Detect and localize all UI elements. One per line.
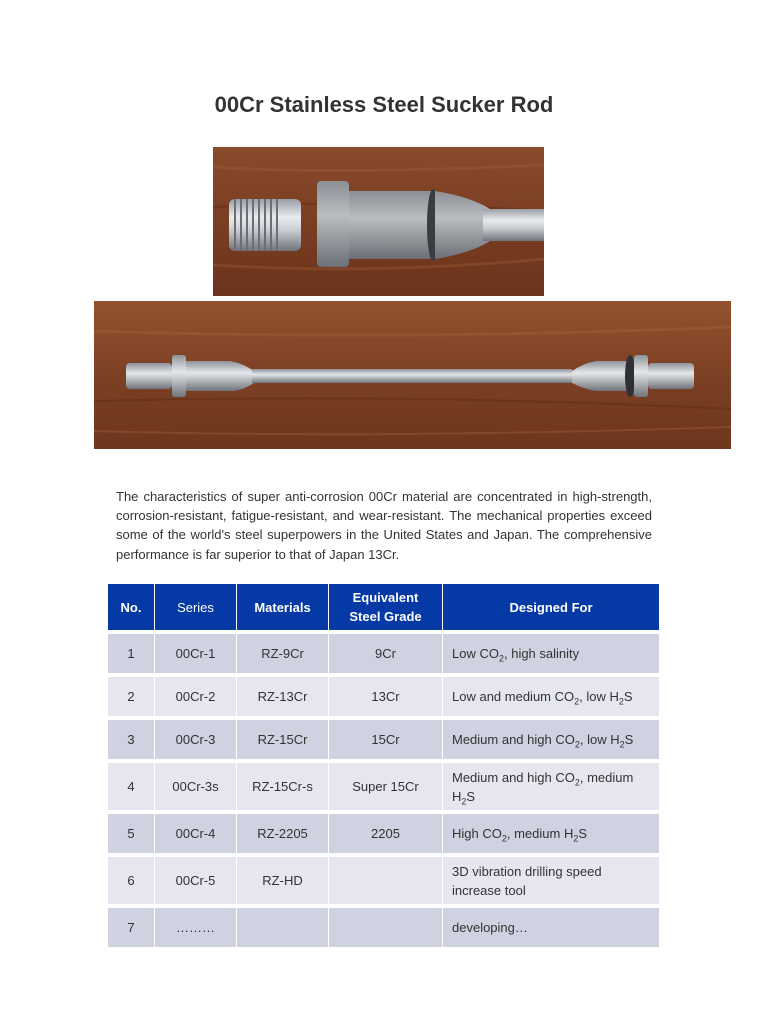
table-row	[108, 677, 660, 717]
table-row	[108, 634, 660, 674]
table-row	[108, 857, 660, 905]
cell-designed-for: High $CO_2$, medium $H_2S$	[443, 814, 660, 854]
cell-designed-for: 3D vibration drilling speed increase tool	[443, 857, 660, 905]
cell-series: 00Cr-2	[155, 677, 237, 717]
cell-series: ………	[155, 908, 237, 948]
description-paragraph: The characteristics of super anti-corrosion 00Cr material are concentrated in high-strength, corrosion-resistant, fatigue-resistant, and wear-resistant. The mechanical properties exceed some of the world's steel superpowers in the United States and Japan. The comprehensive performance is far superior to that of Japan 13Cr.	[116, 489, 652, 562]
cell-designed-for: Medium and high $CO_2$, low $H_2S$	[443, 720, 660, 760]
cell-series: 00Cr-3s	[155, 763, 237, 811]
table-header-row	[108, 584, 660, 631]
page-title: 00Cr Stainless Steel Sucker Rod	[214, 92, 554, 117]
specs-table	[107, 583, 660, 948]
cell-material: RZ-HD	[237, 857, 329, 905]
table-row	[108, 908, 660, 948]
col-series-header: Series	[155, 584, 237, 631]
cell-no: 4	[108, 763, 155, 811]
cell-no: 1	[108, 634, 155, 674]
cell-material: RZ-13Cr	[237, 677, 329, 717]
cell-grade	[329, 908, 443, 948]
cell-grade: 2205	[329, 814, 443, 854]
cell-no: 3	[108, 720, 155, 760]
cell-designed-for: Low $CO_2$, high salinity	[443, 634, 660, 674]
col-no-header: No.	[108, 584, 155, 631]
grade-header-line1: Equivalent	[352, 590, 419, 605]
cell-series: 00Cr-5	[155, 857, 237, 905]
cell-no: 7	[108, 908, 155, 948]
cell-grade: 9Cr	[329, 634, 443, 674]
cell-material: RZ-9Cr	[237, 634, 329, 674]
col-grade-header	[329, 584, 443, 631]
cell-series: 00Cr-1	[155, 634, 237, 674]
cell-no: 5	[108, 814, 155, 854]
cell-grade: 13Cr	[329, 677, 443, 717]
cell-grade	[329, 857, 443, 905]
cell-series: 00Cr-4	[155, 814, 237, 854]
cell-designed-for: Low and medium $CO_2$, low $H_2S$	[443, 677, 660, 717]
col-designed-header: Designed For	[443, 584, 660, 631]
rod-full-photo	[94, 301, 731, 449]
rod-closeup-photo	[213, 147, 544, 296]
cell-material	[237, 908, 329, 948]
cell-series: 00Cr-3	[155, 720, 237, 760]
table-row	[108, 814, 660, 854]
col-materials-header: Materials	[237, 584, 329, 631]
cell-material: RZ-15Cr-s	[237, 763, 329, 811]
cell-no: 2	[108, 677, 155, 717]
cell-material: RZ-2205	[237, 814, 329, 854]
cell-no: 6	[108, 857, 155, 905]
cell-designed-for: Medium and high $CO_2$, medium $H_2S$	[443, 763, 660, 811]
grade-header-line2: Steel Grade	[349, 609, 422, 624]
cell-grade: 15Cr	[329, 720, 443, 760]
table-row	[108, 720, 660, 760]
cell-material: RZ-15Cr	[237, 720, 329, 760]
cell-designed-for: developing…	[443, 908, 660, 948]
table-row	[108, 763, 660, 811]
cell-grade: Super 15Cr	[329, 763, 443, 811]
